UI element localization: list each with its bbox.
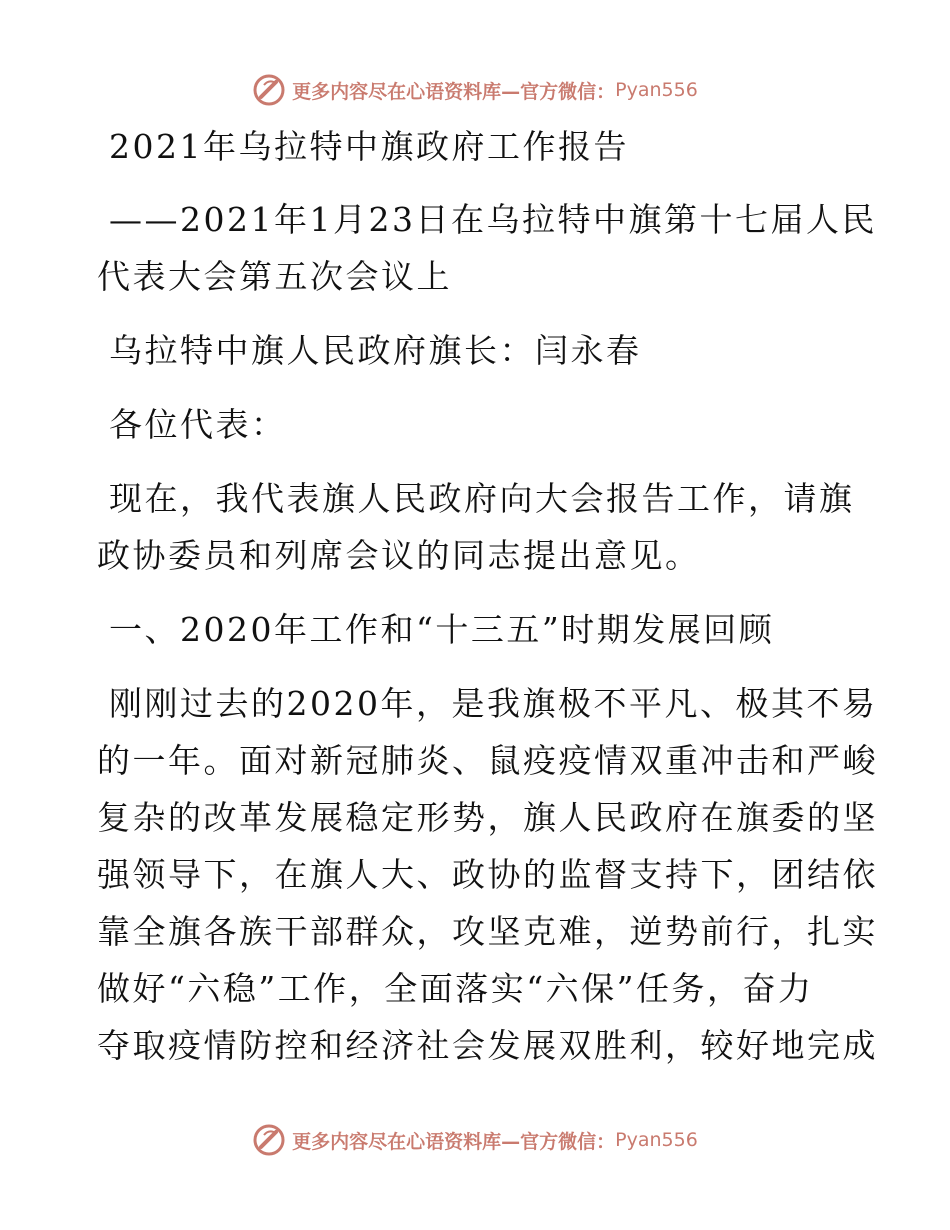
logo-icon xyxy=(252,1123,286,1157)
watermark-banner-top xyxy=(0,68,950,112)
document-title: 2021年乌拉特中旗政府工作报告 xyxy=(109,127,629,166)
body-line: 复杂的改革发展稳定形势，旗人民政府在旗委的坚 xyxy=(97,798,878,837)
watermark-account: Pyan556 xyxy=(615,1129,698,1151)
watermark-banner-bottom xyxy=(0,1118,950,1162)
body-line: 做好“六稳”工作，全面落实“六保”任务，奋力 xyxy=(97,969,814,1008)
body-line: 靠全旗各族干部群众，攻坚克难，逆势前行，扎实 xyxy=(97,912,878,951)
body-line: 强领导下，在旗人大、政协的监督支持下，团结依 xyxy=(97,855,878,894)
section-heading: 一、2020年工作和“十三五”时期发展回顾 xyxy=(109,610,775,649)
intro-line: 现在，我代表旗人民政府向大会报告工作，请旗 xyxy=(109,479,855,518)
logo-icon xyxy=(252,73,286,107)
subtitle-line: 代表大会第五次会议上 xyxy=(97,257,452,296)
subtitle-line: ——2021年1月23日在乌拉特中旗第十七届人民 xyxy=(109,200,877,239)
body-line: 刚刚过去的2020年，是我旗极不平凡、极其不易 xyxy=(109,684,878,723)
salutation: 各位代表： xyxy=(109,405,287,444)
body-line: 夺取疫情防控和经济社会发展双胜利，较好地完成 xyxy=(97,1026,878,1065)
watermark-text: 更多内容尽在心语资料库—官方微信： xyxy=(292,1130,616,1153)
intro-line: 政协委员和列席会议的同志提出意见。 xyxy=(97,536,701,575)
watermark-text: 更多内容尽在心语资料库—官方微信： xyxy=(292,80,616,103)
document-body xyxy=(97,118,878,1074)
watermark-account: Pyan556 xyxy=(615,79,698,101)
author-line: 乌拉特中旗人民政府旗长：闫永春 xyxy=(109,331,642,370)
body-line: 的一年。面对新冠肺炎、鼠疫疫情双重冲击和严峻 xyxy=(97,741,878,780)
